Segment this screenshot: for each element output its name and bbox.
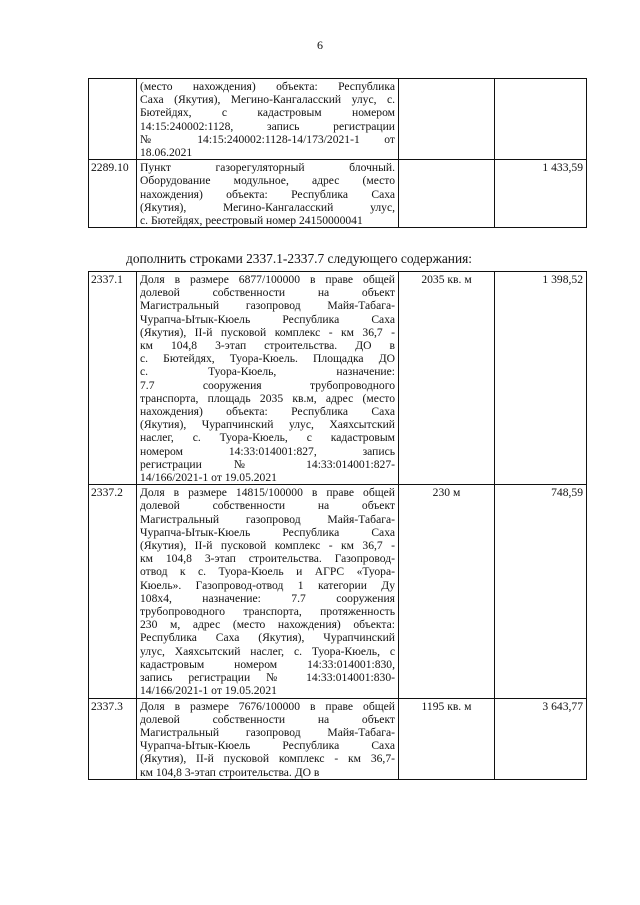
description-line: Пункт газорегуляторный блочный.	[140, 161, 395, 175]
table-body	[89, 79, 587, 228]
description-line: Чурапча-Ытык-Кюель Республика Саха	[140, 525, 395, 539]
description-line: Магистральный газопровод Майя-Табага-	[140, 725, 395, 739]
description-line: нахождения) объекта: Республика Саха	[140, 405, 395, 419]
section-note: дополнить строками 2337.1-2337.7 следующего содержания:	[126, 251, 473, 266]
description-line: долевой собственности на объект	[140, 286, 395, 300]
property-table-continued	[88, 78, 587, 228]
description-line: улус, Хаяхсытский наслег, с. Туора-Кюель, с	[140, 644, 395, 658]
description-line: Оборудование модульное, адрес (место	[140, 174, 395, 188]
description-line: долевой собственности на объект	[140, 499, 395, 513]
description-line: Саха (Якутия), Мегино-Кангаласский улус, с.	[140, 93, 395, 107]
area-cell	[399, 79, 495, 160]
description-line: долевой собственности на объект	[140, 712, 395, 726]
description-line: запись регистрации № 14:33:014001:830-	[140, 671, 395, 685]
description-line: Доля в размере 7676/100000 в праве общей	[140, 699, 395, 713]
description-line: кадастровым номером 14:33:014001:830,	[140, 657, 395, 671]
description-line: номером 14:33:014001:827, запись	[140, 444, 395, 458]
description-line: 14:15:240002:1128, запись регистрации	[140, 119, 395, 133]
description-line: 230 м, адрес (место нахождения) объекта:	[140, 618, 395, 632]
property-table-added-rows	[88, 271, 587, 780]
table-row	[89, 160, 587, 228]
description-line: (Якутия), Чурапчинский улус, Хаяхсытский	[140, 418, 395, 432]
description-line: с. Бютейдях, Туора-Кюель. Площадка ДО	[140, 352, 395, 366]
description-line: Магистральный газопровод Майя-Табага-	[140, 299, 395, 313]
page-number: 6	[317, 38, 323, 52]
description-cell	[137, 160, 399, 228]
description-line: (Якутия), II-й пусковой комплекс - км 36,7-	[140, 752, 395, 766]
description-line: транспорта, площадь 2035 кв.м, адрес (место	[140, 391, 395, 405]
description-cell	[137, 485, 399, 698]
description-line: № 14:15:240002:1128-14/173/2021-1 от	[140, 132, 395, 146]
row-number-cell	[89, 79, 137, 160]
description-line: отвод к с. Туора-Кюель и АГРС «Туора-	[140, 565, 395, 579]
description-line: Чурапча-Ытык-Кюель Республика Саха	[140, 312, 395, 326]
table-row	[89, 79, 587, 160]
description-line: Кюель». Газопровод-отвод 1 категории Ду	[140, 578, 395, 592]
description-line: наслег, с. Туора-Кюель, с кадастровым	[140, 431, 395, 445]
price-cell: 1 433,59	[495, 160, 587, 228]
description-line: трубопроводного транспорта, протяженность	[140, 605, 395, 619]
row-number-cell: 2337.1	[89, 272, 137, 485]
area-cell: 230 м	[399, 485, 495, 698]
description-line: 7.7 сооружения трубопроводного	[140, 378, 395, 392]
price-cell: 748,59	[495, 485, 587, 698]
price-cell: 1 398,52	[495, 272, 587, 485]
description-line: Доля в размере 14815/100000 в праве общей	[140, 486, 395, 500]
description-line: Бютейдях, с кадастровым номером	[140, 106, 395, 120]
description-line: регистрации № 14:33:014001:827-	[140, 457, 395, 471]
description-line: с. Бютейдях, реестровый номер 24150000041	[140, 214, 363, 228]
description-line: 14/166/2021-1 от 19.05.2021	[140, 471, 277, 485]
description-cell	[137, 698, 399, 779]
row-number-cell: 2289.10	[89, 160, 137, 228]
area-cell: 2035 кв. м	[399, 272, 495, 485]
description-line: 18.06.2021	[140, 146, 193, 160]
description-line: Доля в размере 6877/100000 в праве общей	[140, 273, 395, 286]
description-line: (Якутия), II-й пусковой комплекс - км 36,7 -	[140, 325, 395, 339]
description-line: (Якутия), Мегино-Кангаласский улус,	[140, 200, 395, 214]
description-line: Чурапча-Ытык-Кюель Республика Саха	[140, 739, 395, 753]
price-cell: 3 643,77	[495, 698, 587, 779]
price-cell	[495, 79, 587, 160]
table-row	[89, 272, 587, 485]
description-line: км 104,8 3-этап строительства. ДО в	[140, 339, 395, 353]
description-line: 14/166/2021-1 от 19.05.2021	[140, 684, 277, 698]
description-line: с. Туора-Кюель, назначение:	[140, 365, 395, 379]
description-line: Магистральный газопровод Майя-Табага-	[140, 512, 395, 526]
table-row	[89, 698, 587, 779]
description-line: Республика Саха (Якутия), Чурапчинский	[140, 631, 395, 645]
area-cell	[399, 160, 495, 228]
description-line: км 104,8 3-этап строительства. ДО в	[140, 765, 320, 779]
description-cell	[137, 272, 399, 485]
description-line: (место нахождения) объекта: Республика	[140, 80, 395, 93]
description-cell	[137, 79, 399, 160]
table-row	[89, 485, 587, 698]
area-cell: 1195 кв. м	[399, 698, 495, 779]
description-line: нахождения) объекта: Республика Саха	[140, 187, 395, 201]
row-number-cell: 2337.3	[89, 698, 137, 779]
description-line: км 104,8 3-этап строительства. Газопровод-	[140, 552, 395, 566]
description-line: (Якутия), II-й пусковой комплекс - км 36,7 -	[140, 539, 395, 553]
description-line: 108х4, назначение: 7.7 сооружения	[140, 591, 395, 605]
table-body	[89, 272, 587, 780]
row-number-cell: 2337.2	[89, 485, 137, 698]
